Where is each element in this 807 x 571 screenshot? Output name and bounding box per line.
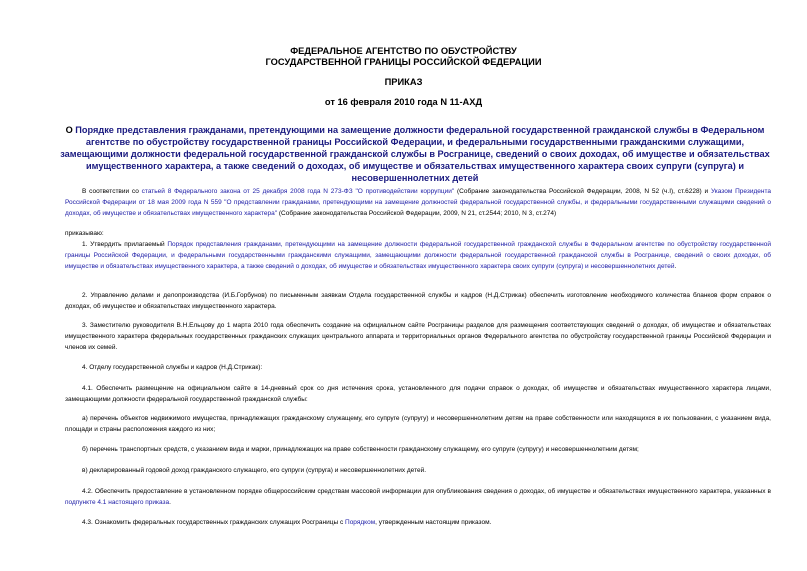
law-273-link[interactable]: статьей 8 Федерального закона от 25 декабря 2008 года N 273-ФЗ "О противодействии коррупции" [141,188,455,195]
item-4-1-b: б) перечень транспортных средств, с указанием вида и марки, принадлежащих на праве собственности гражданскому служащему, его супруге (супругу) и несовершеннолетним детям; [82,446,639,453]
item-1 [65,239,771,272]
item-2: 2. Управлению делами и делопроизводства (И.Б.Горбунов) по письменным заявкам Отдела государственной службы и кадров (Н.Д.Стрикак) обеспечить изготовление необходимого количества бланков форм справок о доходах, об имуществе и обязательствах имущественного характера. [65,292,771,311]
procedure-short-link[interactable]: Порядком [345,519,376,526]
preamble-text-1: В соответствии со [82,188,142,195]
item-4-3-text-1: 4.3. Ознакомить федеральных государственных гражданских служащих Росграницы с [82,519,346,526]
item-1-text-1: 1. Утвердить прилагаемый [82,241,168,248]
order-word: приказываю: [65,230,104,237]
item-1-text-2: . [674,263,677,271]
procedure-link[interactable]: Порядок представления гражданами, претендующими на замещение должности федеральной государственной гражданской службы в Федеральном агентстве по обустройству государственной границы Российской Федерации, и федеральными государственными гражданскими служащими, замещающими должности федеральной государственной гражданской службы в Росгранице, сведений о своих доходах, об имуществе и обязательствах имущественного характера, а также сведений о доходах, об имуществе и обязательствах имущественного характера своих супруги (супруга) и несовершеннолетних детей [65,241,771,271]
agency-line-1: ФЕДЕРАЛЬНОЕ АГЕНТСТВО ПО ОБУСТРОЙСТВУ [290,46,517,56]
item-4-1-a: а) перечень объектов недвижимого имущества, принадлежащих гражданскому служащему, его супруге (супругу) и несовершеннолетним детям на праве собственности или находящихся в их пользовании, с указанием вида, площади и страны расположения каждого из них; [65,415,771,434]
item-4-1-v: в) декларированный годовой доход гражданского служащего, его супруги (супруга) и несовершеннолетних детей. [82,467,427,474]
item-3: 3. Заместителю руководителя В.Н.Ельцову до 1 марта 2010 года обеспечить создание на официальном сайте Росграницы разделов для размещения соответствующих сведений о доходах, об имуществе и обязательствах имущественного характера федеральных государственных гражданских служащих центрального аппарата и территориальных органов Федерального агентства по обустройству государственной границы Российской Федерации и членов их семей. [65,322,771,352]
preamble-text-2: (Собрание законодательства Российской Федерации, 2008, N 52 (ч.I), ст.6228) и [454,188,711,195]
item-4-1: 4.1. Обеспечить размещение на официальном сайте в 14-дневный срок со дня истечения срока, установленного для подачи справок о доходах, об имуществе и обязательствах имущественного характера лицами, замещающими должности федеральной государственной гражданской службы: [65,385,771,404]
title-link[interactable]: Порядке представления гражданами, претендующими на замещение должности федеральной государственной гражданской службы в Федеральном агентстве по обустройству государственной границы Российской Федерации, и федеральными государственными гражданскими служащими, замещающими должности федеральной государственной гражданской службы в Росгранице, сведений о своих доходах, об имуществе и обязательствах имущественного характера, а также сведений о доходах, об имуществе и обязательствах имущественного характера своих супруги (супруга) и несовершеннолетних детей [60,125,770,183]
subitem-4-1-link[interactable]: подпункте 4.1 настоящего приказа [65,499,170,507]
item-4-3-text-2: , утвержденным настоящим приказом. [375,519,492,526]
item-4-3 [65,517,771,528]
agency-line-2: ГОСУДАРСТВЕННОЙ ГРАНИЦЫ РОССИЙСКОЙ ФЕДЕРАЦИИ [265,57,542,67]
title-prefix: О [65,125,76,135]
item-4-2-text-2: . [169,499,171,507]
doc-type: ПРИКАЗ [384,77,423,87]
doc-date-number: от 16 февраля 2010 года N 11-АХД [324,97,483,107]
item-4-2 [65,486,771,508]
agency-name [100,46,707,68]
doc-title [60,124,770,184]
item-4: 4. Отделу государственной службы и кадров (Н.Д.Стрикак): [82,364,263,371]
decree-559-link[interactable]: Указом Президента Российской Федерации от 18 мая 2009 года N 559 "О представлении гражданами, претендующими на замещение должностей федеральной государственной службы, и федеральными государственными служащими сведений о доходах, об имуществе и обязательствах имущественного характера" [65,188,771,218]
preamble-text-3: (Собрание законодательства Российской Федерации, 2009, N 21, ст.2544; 2010, N 3, ст.274) [277,210,557,218]
preamble [65,186,771,219]
item-4-2-text-1: 4.2. Обеспечить предоставление в установленном порядке общероссийским средствам массовой информации для опубликования сведения о доходах, об имуществе и обязательствах имущественного характера, указанных в [82,488,771,495]
